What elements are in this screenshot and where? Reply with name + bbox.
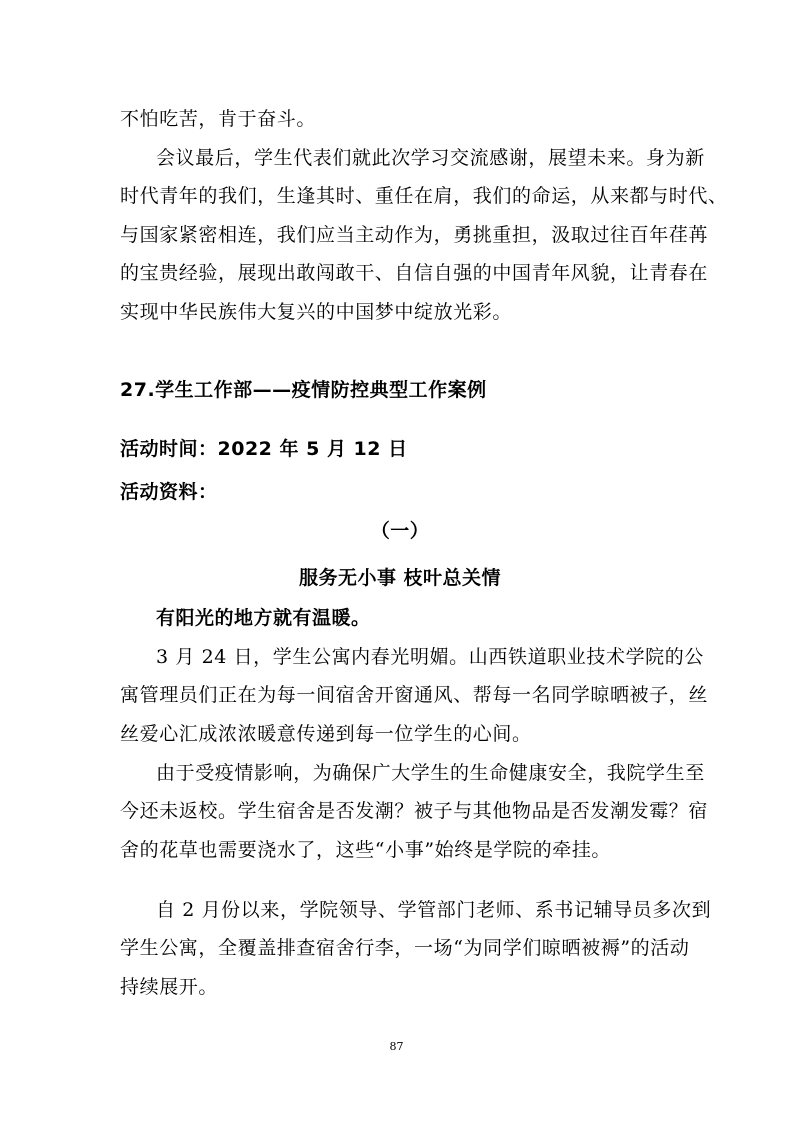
activity-time: 活动时间：2022 年 5 月 12 日: [120, 438, 408, 460]
text-line: 时代青年的我们，生逢其时、重任在肩，我们的命运，从来都与时代、: [120, 185, 728, 208]
section-title: 27.学生工作部——疫情防控典型工作案例: [120, 379, 487, 401]
text-line: 舍的花草也需要浇水了，这些“小事”始终是学院的牵挂。: [120, 838, 612, 861]
conclusion-paragraph: [120, 139, 728, 331]
subsection-number: （一）: [370, 520, 430, 542]
activity-material-label: 活动资料：: [120, 481, 218, 503]
text-line: 不怕吃苦，肯于奋斗。: [120, 108, 317, 130]
text-line: 的宝贵经验，展现出敢闯敢干、自信自强的中国青年风貌，让青春在: [120, 262, 709, 285]
paragraph-3: [120, 891, 712, 1006]
lead-sentence: 有阳光的地方就有温暖。: [156, 607, 371, 629]
text-line: 丝爱心汇成浓浓暖意传递到每一位学生的心间。: [120, 722, 532, 745]
text-line: 学生公寓，全覆盖排查宿舍行李，一场“为同学们晾晒被褥”的活动: [120, 937, 690, 960]
text-line: 3 月 24 日，学生公寓内春光明媚。山西铁道职业技术学院的公: [156, 646, 704, 668]
text-line: 自 2 月份以来，学院领导、学管部门老师、系书记辅导员多次到: [156, 899, 712, 921]
text-line: 今还未返校。学生宿舍是否发潮？被子与其他物品是否发潮发霉？宿: [120, 800, 709, 823]
paragraph-2: [120, 754, 709, 869]
text-line: 由于受疫情影响，为确保广大学生的生命健康安全，我院学生至: [156, 762, 705, 784]
page-number: 87: [389, 1040, 404, 1053]
text-line: 与国家紧密相连，我们应当主动作为，勇挑重担，汲取过往百年荏苒: [120, 223, 709, 246]
paragraph-1: [120, 638, 709, 753]
text-line: 会议最后，学生代表们就此次学习交流感谢，展望未来。身为新: [156, 147, 705, 169]
subsection-title: 服务无小事 枝叶总关情: [298, 567, 502, 589]
text-line: 实现中华民族伟大复兴的中国梦中绽放光彩。: [120, 300, 513, 323]
intro-paragraph-end: [120, 100, 680, 138]
text-line: 寓管理员们正在为每一间宿舍开窗通风、帮每一名同学晾晒被子，丝: [120, 684, 709, 707]
text-line: 持续展开。: [120, 975, 219, 998]
